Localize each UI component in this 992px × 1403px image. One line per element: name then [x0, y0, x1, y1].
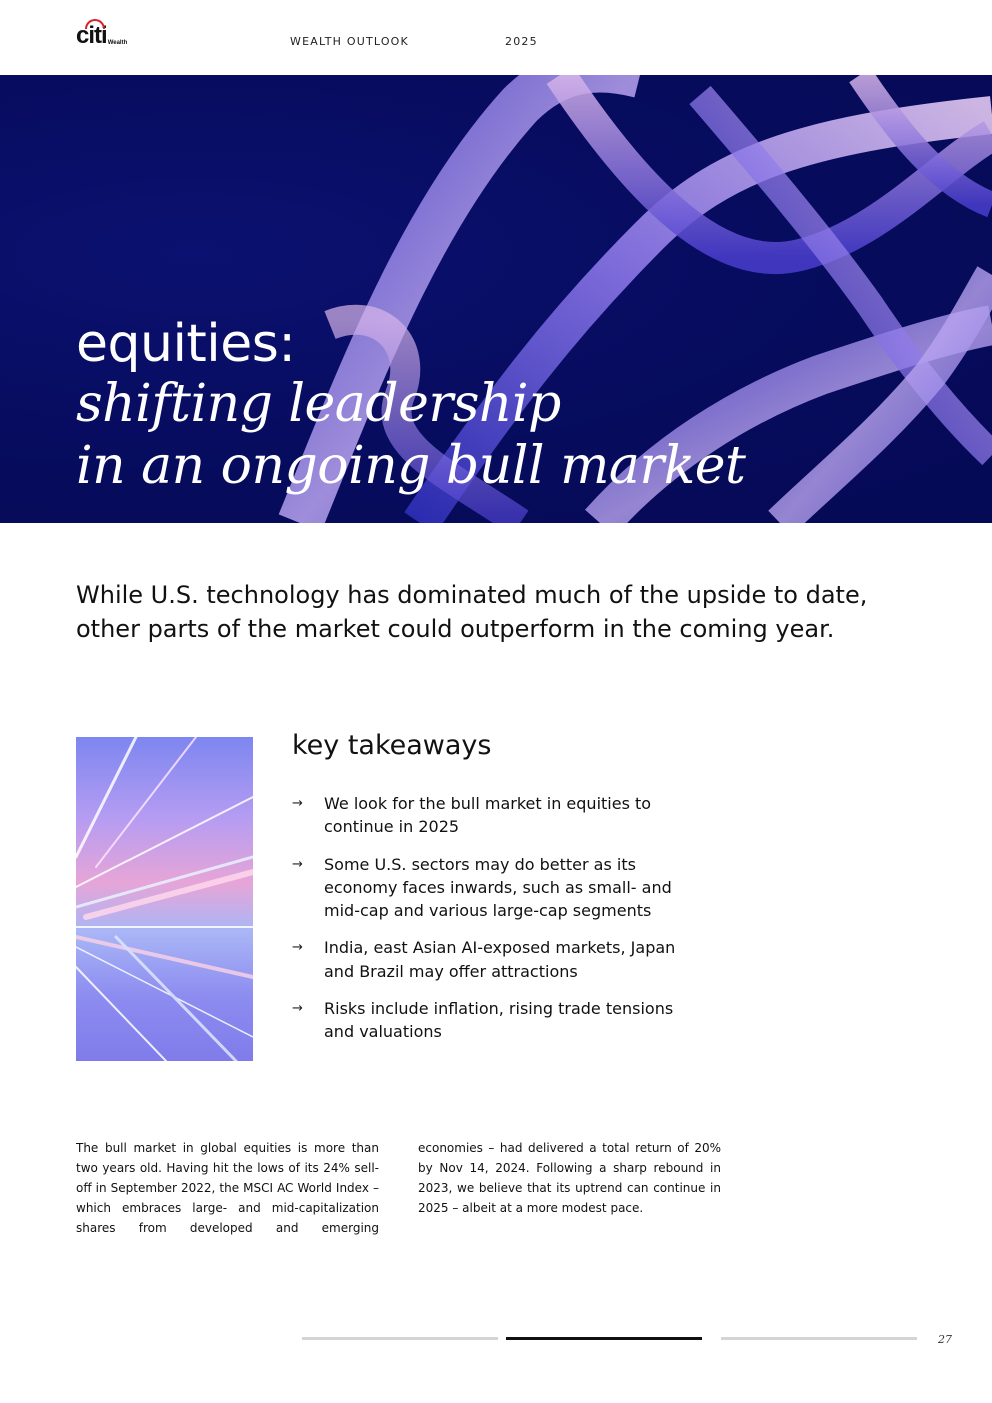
right-arrow-icon: → [292, 1001, 303, 1017]
takeaway-text: Some U.S. sectors may do better as its economy faces inwards, such as small- and mid-cap and various large-cap segments [324, 854, 672, 921]
key-takeaways-heading: key takeaways [292, 730, 492, 761]
body-column-2: economies – had delivered a total return of 20% by Nov 14, 2024. Following a sharp rebound in 2023, we believe that its uptrend can continue in 2025 – albeit at a more modest pace. [418, 1141, 721, 1215]
takeaway-text: India, east Asian AI-exposed markets, Japan and Brazil may offer attractions [324, 938, 676, 981]
body-column-1: The bull market in global equities is more than two years old. Having hit the lows of its 24% sell-off in September 2022, the MSCI AC World Index – which embraces large- and mid-capitalization shares from developed and emerging [76, 1141, 379, 1235]
right-arrow-icon: → [292, 856, 303, 872]
progress-segment-active [506, 1337, 702, 1340]
page-number: 27 [938, 1333, 952, 1346]
takeaway-text: We look for the bull market in equities to continue in 2025 [324, 794, 652, 837]
progress-segment [721, 1337, 917, 1340]
list-item [292, 936, 712, 983]
publication-year: 2025 [505, 35, 538, 48]
takeaway-text: Risks include inflation, rising trade tensions and valuations [324, 999, 674, 1042]
key-takeaways-list [292, 792, 712, 1058]
logo-subtext: Wealth [107, 40, 128, 46]
section-title: WEALTH OUTLOOK [290, 35, 409, 48]
hero-title-line2: shifting leadership [76, 374, 561, 434]
abstract-light-image [76, 737, 253, 1061]
lead-paragraph: While U.S. technology has dominated much of the upside to date, other parts of the market could outperform in the coming year. [76, 581, 868, 643]
hero-banner [0, 75, 992, 523]
hero-title [76, 315, 745, 497]
list-item [292, 853, 712, 923]
logo-arc-icon [85, 19, 105, 29]
list-item [292, 792, 712, 839]
logo-wordmark: citi [76, 24, 107, 48]
list-item [292, 997, 712, 1044]
hero-title-line1: equities: [76, 314, 296, 374]
light-rays-artwork [76, 737, 253, 1061]
citi-wealth-logo[interactable] [76, 20, 127, 48]
right-arrow-icon: → [292, 796, 303, 811]
right-arrow-icon: → [292, 940, 303, 956]
hero-title-line3: in an ongoing bull market [76, 436, 746, 496]
progress-segment [302, 1337, 498, 1340]
